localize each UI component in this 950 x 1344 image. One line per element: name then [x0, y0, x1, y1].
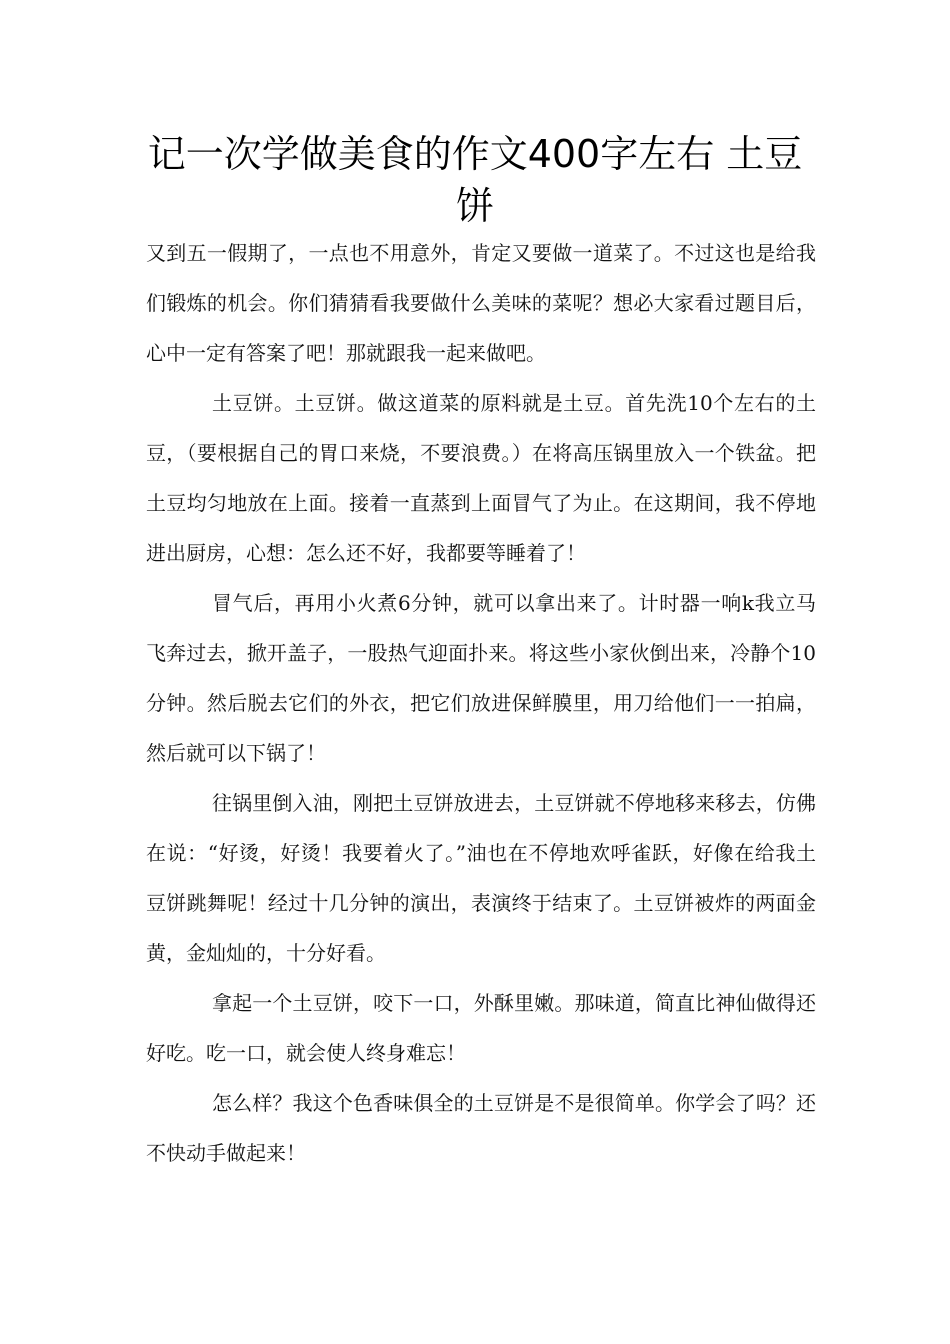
document-body	[146, 228, 816, 1178]
paragraph-4: 往锅里倒入油，刚把土豆饼放进去，土豆饼就不停地移来移去，仿佛在说：“好烫，好烫！我要着火了。”油也在不停地欢呼雀跃，好像在给我土豆饼跳舞呢！经过十几分钟的演出，表演终于结束了。土豆饼被炸的两面金黄，金灿灿的，十分好看。	[146, 791, 816, 965]
document-title: 记一次学做美食的作文400字左右 土豆饼	[147, 132, 803, 228]
paragraph-3: 冒气后，再用小火煮6分钟，就可以拿出来了。计时器一响k我立马飞奔过去，掀开盖子，一股热气迎面扑来。将这些小家伙倒出来，冷静个10分钟。然后脱去它们的外衣，把它们放进保鲜膜里，用刀给他们一一拍扁，然后就可以下锅了！	[146, 591, 816, 765]
paragraph-6: 怎么样？我这个色香味俱全的土豆饼是不是很简单。你学会了吗？还不快动手做起来！	[146, 1091, 816, 1165]
paragraph-2: 土豆饼。土豆饼。做这道菜的原料就是土豆。首先洗10个左右的土豆，（要根据自己的胃口来烧，不要浪费。）在将高压锅里放入一个铁盆。把土豆均匀地放在上面。接着一直蒸到上面冒气了为止。在这期间，我不停地进出厨房，心想：怎么还不好，我都要等睡着了！	[146, 391, 816, 565]
paragraph-5: 拿起一个土豆饼，咬下一口，外酥里嫩。那味道，简直比神仙做得还好吃。吃一口，就会使人终身难忘！	[146, 991, 816, 1065]
paragraph-1: 又到五一假期了，一点也不用意外，肯定又要做一道菜了。不过这也是给我们锻炼的机会。你们猜猜看我要做什么美味的菜呢？想必大家看过题目后，心中一定有答案了吧！那就跟我一起来做吧。	[146, 241, 816, 365]
